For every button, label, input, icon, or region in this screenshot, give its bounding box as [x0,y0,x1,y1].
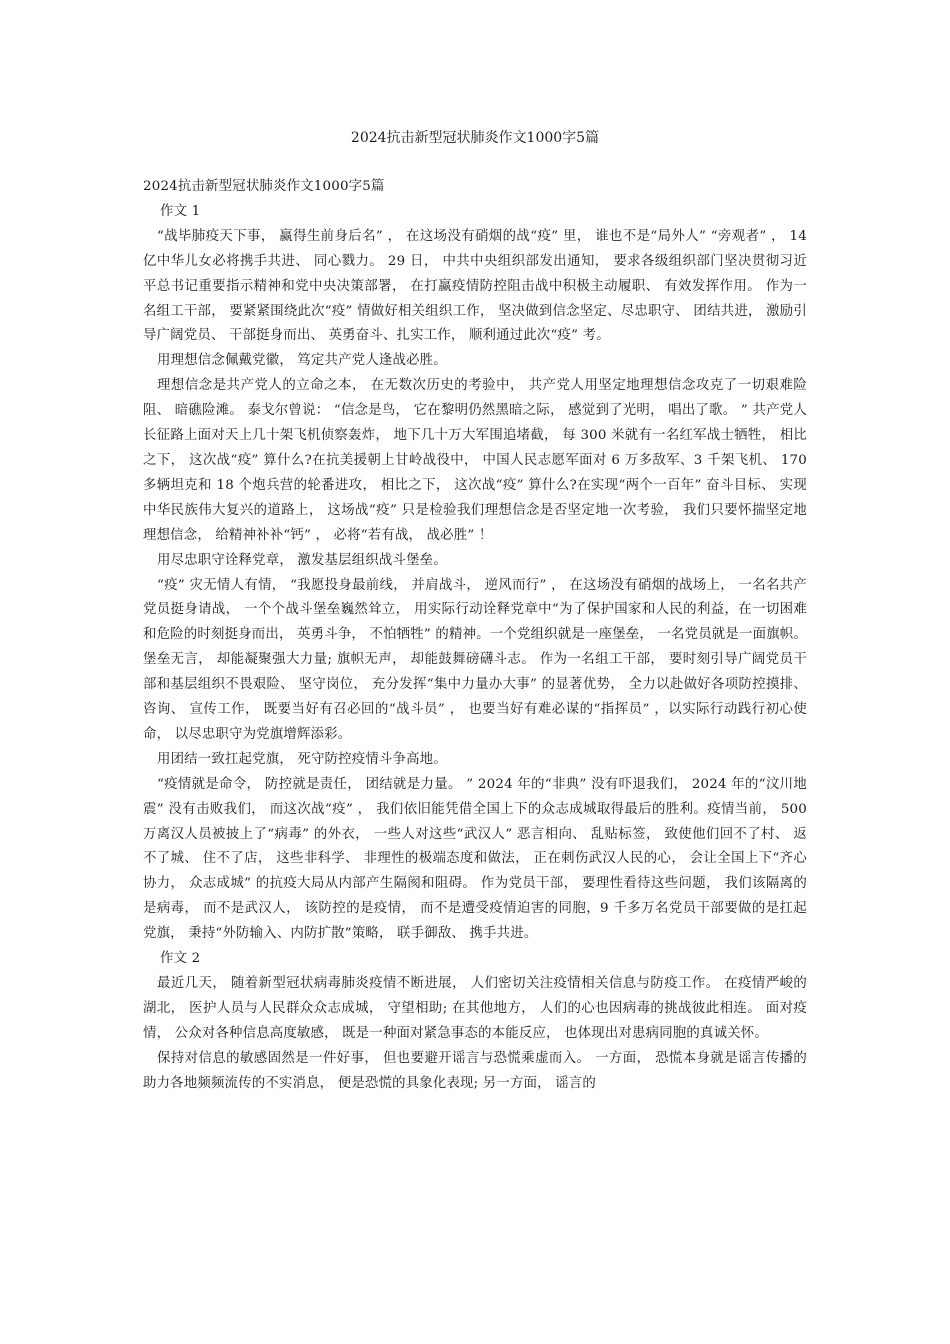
paragraph: 保持对信息的敏感固然是一件好事， 但也要避开谣言与恐慌乘虚而入。 一方面， 恐慌本身就是谣言传播的助力各地频频流传的不实消息， 便是恐慌的具象化表现; 另一方面， 谣言的 [143,1050,807,1091]
paragraph: 用团结一致扛起党旗， 死守防控疫情斗争高地。 [157,751,447,767]
section-heading: 作文 1 [160,203,201,219]
paragraph: “疫情就是命令， 防控就是责任， 团结就是力量。 ” 2024 年的“非典” 没有吓退我们， 2024 年的“汶川地震” 没有击败我们， 而这次战“疫” ， 我们依旧能凭借全国上下的众志成城取得最后的胜利。疫情当前， 500 万离汉人员被披上了“病毒” 的外衣， 一些人对这些“武汉人” 恶言相向、 乱贴标签， 致使他们回不了村、 返不了城、 住不了店， 这些非科学、 非理性的极端态度和做法， 正在刺伤武汉人民的心， 会让全国上下“齐心协力， 众志成城” 的抗疫大局从内部产生隔阂和阻碍。 作为党员干部， 要理性看待这些问题， 我们该隔离的是病毒， 而不是武汉人， 该防控的是疫情， 而不是遭受疫情迫害的同胞，9 千多万名党员干部要做的是扛起党旗， 秉持“外防输入、内防扩散”策略， 联手御敌、 携手共进。 [143,776,807,942]
paragraph: 用理想信念佩戴党徽， 笃定共产党人逢战必胜。 [157,353,447,369]
paragraph: 理想信念是共产党人的立命之本， 在无数次历史的考验中， 共产党人用坚定地理想信念攻克了一切艰难险阻、 暗礁险滩。 泰戈尔曾说： “信念是鸟， 它在黎明仍然黑暗之际， 感觉到了光明， 唱出了歌。 ” 共产党人长征路上面对天上几十架飞机侦察轰炸， 地下几十万大军围追堵截， 每 300 米就有一名红军战士牺牲， 相比之下， 这次战“疫” 算什么?在抗美援朝上甘岭战役中， 中国人民志愿军面对 6 万多敌军、3 千架飞机、 170 多辆坦克和 18 个炮兵营的轮番进攻， 相比之下， 这次战“疫” 算什么?在实现“两个一百年” 奋斗目标、 实现中华民族伟大复兴的道路上， 这场战“疫” 只是检验我们理想信念是否坚定地一次考验， 我们只要怀揣坚定地理想信念， 给精神补补“钙” ， 必将“若有战， 战必胜” ！ [143,378,807,543]
paragraph: “战毕肺疫天下事， 赢得生前身后名” ， 在这场没有硝烟的战“疫” 里， 谁也不是“局外人” “旁观者” ， 14 亿中华儿女必将携手共进、 同心戮力。 29 日， 中共中央组织部发出通知， 要求各级组织部门坚决贯彻习近平总书记重要指示精神和党中央决策部署， 在打赢疫情防控阻击战中积极主动履职、 有效发挥作用。 作为一名组工干部， 要紧紧围绕此次“疫” 情做好相关组织工作， 坚决做到信念坚定、尽忠职守、 团结共进， 激励引导广阔党员、 干部挺身而出、 英勇奋斗、扎实工作， 顺利通过此次“疫” 考。 [143,228,807,344]
paragraph: 最近几天， 随着新型冠状病毒肺炎疫情不断进展， 人们密切关注疫情相关信息与防疫工作。 在疫情严峻的湖北， 医护人员与人民群众众志成城， 守望相助; 在其他地方， 人们的心也因病毒的挑战彼此相连。 面对疫情， 公众对各种信息高度敏感， 既是一种面对紧急事态的本能反应， 也体现出对患病同胞的真诚关怀。 [143,976,807,1041]
document-title: 2024抗击新型冠状肺炎作文1000字5篇 [350,130,600,146]
document-body [143,175,807,1097]
paragraph: 2024抗击新型冠状肺炎作文1000字5篇 [143,179,385,194]
paragraph: “疫” 灾无情人有情， “我愿投身最前线， 并肩战斗， 逆风而行” ， 在这场没有硝烟的战场上， 一名名共产党员挺身请战， 一个个战斗堡垒巍然耸立， 用实际行动诠释党章中“为了保护国家和人民的利益，在一切困难和危险的时刻挺身而出， 英勇斗争， 不怕牺牲” 的精神。一个党组织就是一座堡垒， 一名党员就是一面旗帜。 堡垒无言， 却能凝聚强大力量; 旗帜无声， 却能鼓舞磅礴斗志。 作为一名组工干部， 要时刻引导广阔党员干部和基层组织不畏艰险、 坚守岗位， 充分发挥“集中力量办大事” 的显著优势， 全力以赴做好各项防控摸排、咨询、 宣传工作， 既要当好有召必回的“战斗员” ， 也要当好有难必谋的“指挥员” ，以实际行动践行初心使命， 以尽忠职守为党旗增辉添彩。 [143,577,807,742]
section-heading: 作文 2 [160,951,201,967]
paragraph: 用尽忠职守诠释党章， 激发基层组织战斗堡垒。 [157,552,447,568]
